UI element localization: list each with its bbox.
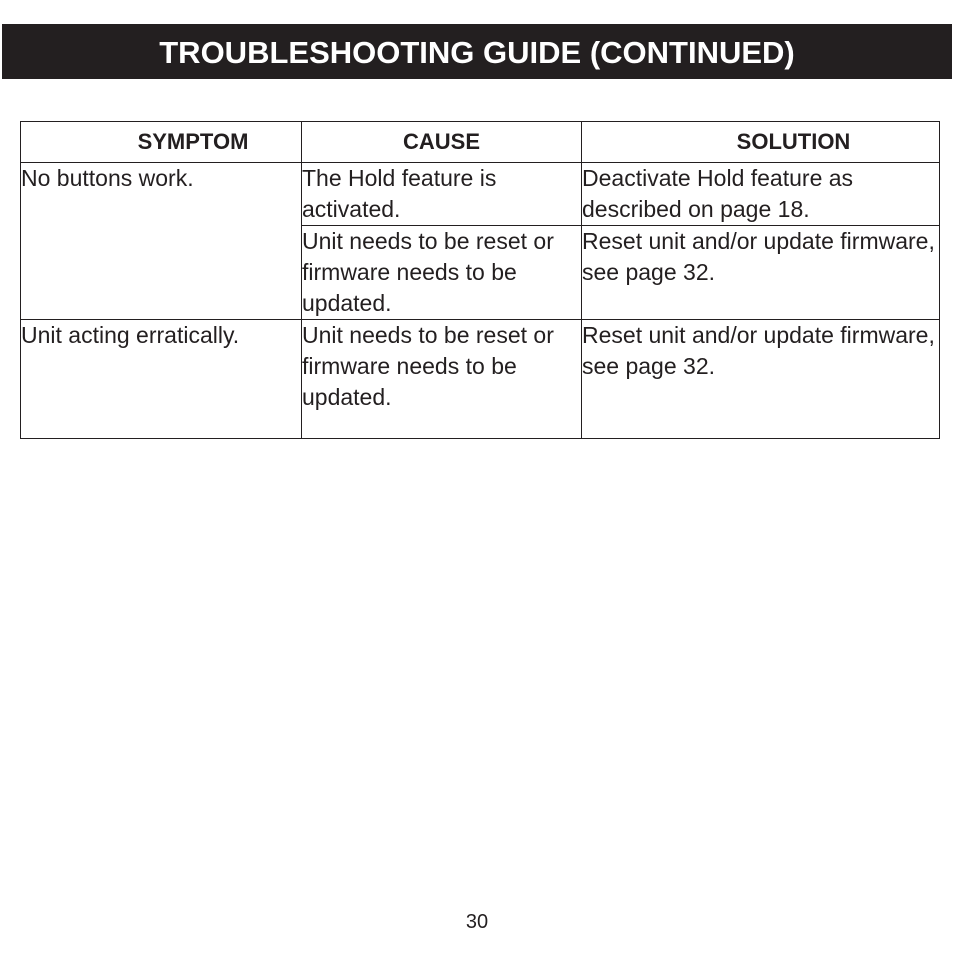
- symptom-cell: Unit acting erratically.: [21, 320, 302, 439]
- column-header-symptom: SYMPTOM: [21, 122, 302, 163]
- column-header-solution: SOLUTION: [582, 122, 940, 163]
- cause-cell: The Hold feature is activated.: [302, 163, 582, 226]
- page-title: TROUBLESHOOTING GUIDE (CONTINUED): [159, 34, 795, 70]
- cause-cell: Unit needs to be reset or firmware needs to be updated.: [302, 320, 582, 439]
- solution-cell: Reset unit and/or update firmware, see page 32.: [582, 226, 940, 320]
- symptom-cell: No buttons work.: [21, 163, 302, 320]
- table-header-row: [21, 122, 940, 163]
- title-bar: [2, 24, 952, 79]
- cause-cell: Unit needs to be reset or firmware needs to be updated.: [302, 226, 582, 320]
- troubleshooting-table: [20, 121, 940, 439]
- solution-cell: Deactivate Hold feature as described on page 18.: [582, 163, 940, 226]
- table-row: [21, 320, 940, 439]
- column-header-cause: CAUSE: [302, 122, 582, 163]
- solution-cell: Reset unit and/or update firmware, see page 32.: [582, 320, 940, 439]
- page-number: 30: [465, 911, 489, 933]
- table-row: [21, 163, 940, 226]
